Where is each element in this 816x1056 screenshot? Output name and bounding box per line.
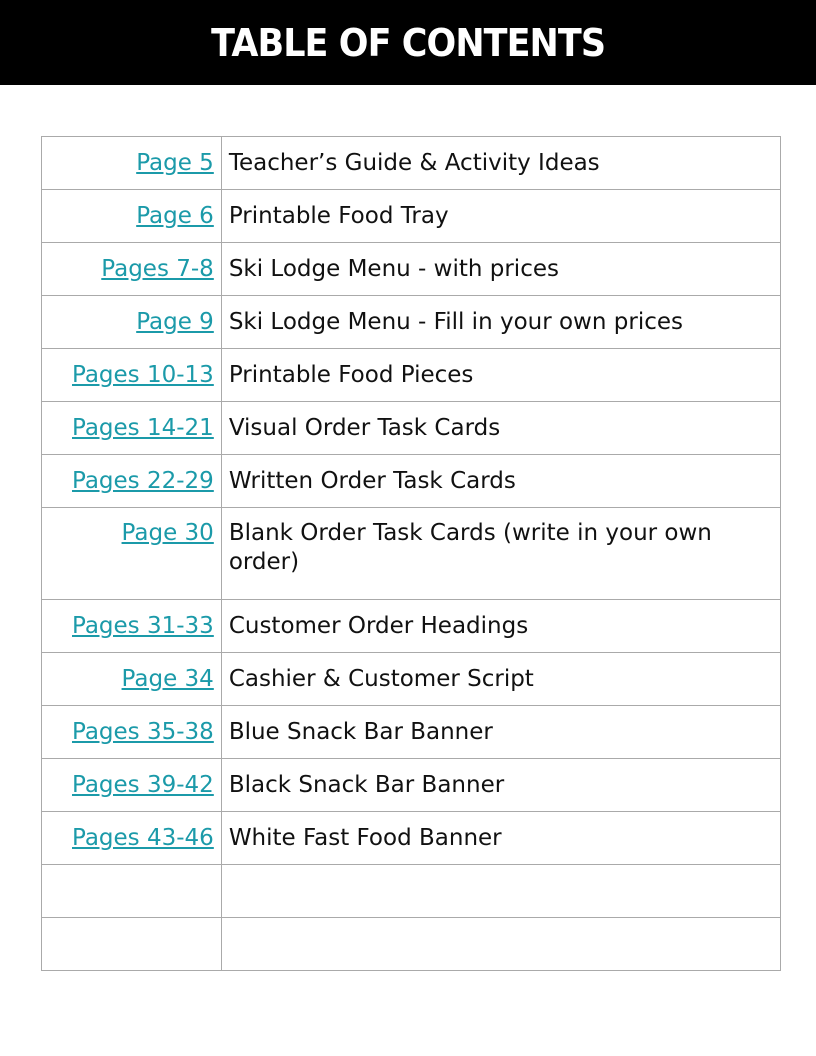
page-cell (42, 402, 222, 455)
table-row (42, 653, 781, 706)
page-cell (42, 918, 222, 971)
header-banner (0, 0, 816, 85)
page-cell (42, 190, 222, 243)
table-row (42, 243, 781, 296)
description-cell: Printable Food Pieces (221, 349, 780, 402)
page-link[interactable]: Pages 14-21 (72, 414, 214, 441)
page-link[interactable]: Pages 10-13 (72, 361, 214, 388)
page-link[interactable]: Pages 35-38 (72, 718, 214, 745)
page-cell (42, 243, 222, 296)
description-cell: Printable Food Tray (221, 190, 780, 243)
page-link[interactable]: Page 30 (121, 520, 214, 546)
page-cell (42, 349, 222, 402)
description-cell: Cashier & Customer Script (221, 653, 780, 706)
page-cell (42, 865, 222, 918)
description-cell: White Fast Food Banner (221, 812, 780, 865)
description-cell: Teacher’s Guide & Activity Ideas (221, 137, 780, 190)
description-cell: Ski Lodge Menu - with prices (221, 243, 780, 296)
page-cell (42, 600, 222, 653)
description-cell: Blue Snack Bar Banner (221, 706, 780, 759)
page-cell (42, 706, 222, 759)
page-cell (42, 653, 222, 706)
page-link[interactable]: Page 9 (136, 308, 214, 335)
page-cell (42, 455, 222, 508)
page-cell (42, 137, 222, 190)
page-link[interactable]: Pages 31-33 (72, 612, 214, 639)
table-row (42, 706, 781, 759)
page-title: TABLE OF CONTENTS (211, 20, 605, 65)
description-cell: Ski Lodge Menu - Fill in your own prices (221, 296, 780, 349)
table-of-contents (41, 136, 781, 971)
page-cell (42, 508, 222, 600)
table-row (42, 190, 781, 243)
page-cell (42, 812, 222, 865)
table-row (42, 600, 781, 653)
description-cell: Written Order Task Cards (221, 455, 780, 508)
table-row (42, 812, 781, 865)
page-cell (42, 759, 222, 812)
description-cell (221, 918, 780, 971)
table-row (42, 137, 781, 190)
table-row (42, 759, 781, 812)
page-link[interactable]: Pages 7-8 (101, 255, 214, 282)
description-cell: Visual Order Task Cards (221, 402, 780, 455)
description-cell: Blank Order Task Cards (write in your own order) (221, 508, 780, 600)
page-link[interactable]: Pages 22-29 (72, 467, 214, 494)
table-row (42, 349, 781, 402)
page-link[interactable]: Page 34 (121, 665, 214, 692)
table-row-empty (42, 865, 781, 918)
table-row (42, 402, 781, 455)
page-cell (42, 296, 222, 349)
table-row (42, 296, 781, 349)
table-row (42, 508, 781, 600)
table-row-empty (42, 918, 781, 971)
description-cell: Customer Order Headings (221, 600, 780, 653)
description-cell (221, 865, 780, 918)
table-row (42, 455, 781, 508)
page-link[interactable]: Pages 39-42 (72, 771, 214, 798)
page-link[interactable]: Page 6 (136, 202, 214, 229)
page-link[interactable]: Page 5 (136, 149, 214, 176)
description-cell: Black Snack Bar Banner (221, 759, 780, 812)
page-link[interactable]: Pages 43-46 (72, 824, 214, 851)
